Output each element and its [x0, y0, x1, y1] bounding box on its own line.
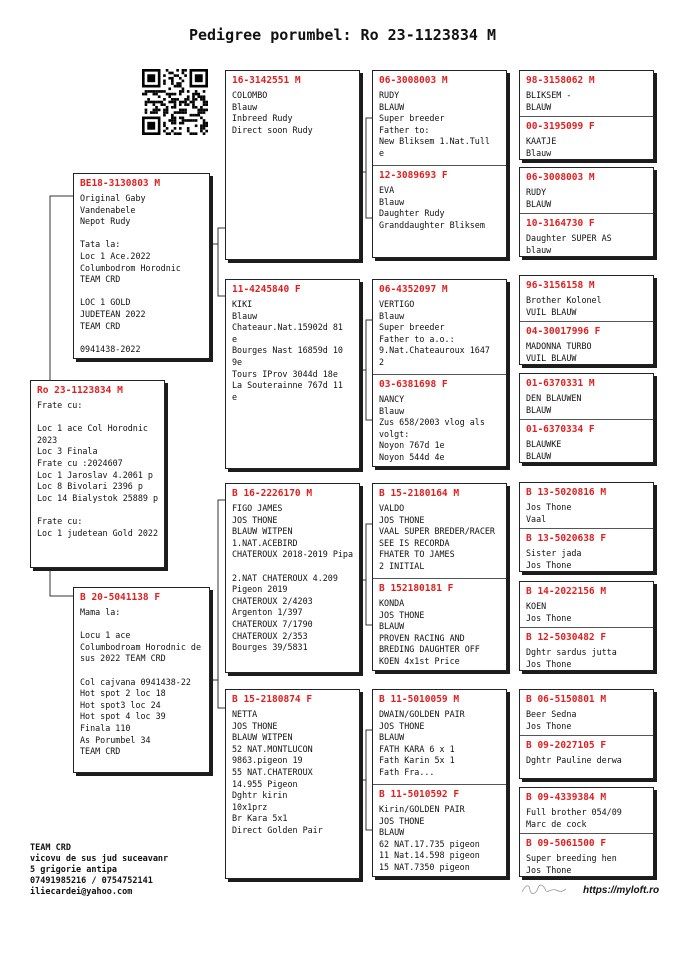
ring-number: B 152180181 F	[379, 583, 454, 594]
ring-number: B 12-5030482 F	[526, 632, 607, 643]
ring-number: B 11-5010592 F	[379, 789, 460, 800]
pigeon-record	[373, 690, 506, 784]
ancestor-box	[519, 689, 654, 779]
ring-number: 01-6370331 M	[526, 378, 595, 389]
pigeon-record	[373, 280, 506, 374]
ring-number: B 09-4339384 M	[526, 792, 607, 803]
pigeon-record	[226, 690, 359, 879]
ring-number: 10-3164730 F	[526, 218, 595, 229]
pigeon-record	[373, 484, 506, 578]
ancestor-box	[519, 581, 654, 671]
ancestor-box	[519, 70, 654, 160]
pigeon-record	[520, 788, 653, 833]
pigeon-details: RUDY BLAUW	[526, 187, 552, 209]
pigeon-details: BLIKSEM - BLAUW	[526, 90, 572, 112]
pigeon-record	[520, 627, 653, 671]
ring-number: B 06-5150801 M	[526, 694, 607, 705]
website-link[interactable]: https://myloft.ro	[583, 885, 660, 896]
pigeon-details: KIKI Blauw Chateaur.Nat.15902d 81 e Bourges Nast 16859d 10 9e Tours IProv 3044d 18e La Souterainne 767d 11 e	[232, 299, 343, 402]
pigeon-record	[74, 588, 209, 773]
pigeon-details: VALDO JOS THONE VAAL SUPER BREDER/RACER SEE IS RECORDA FHATER TO JAMES 2 INITIAL	[379, 503, 495, 571]
pigeon-record	[520, 735, 653, 779]
pigeon-details: BLAUWKE BLAUW	[526, 439, 562, 461]
ring-number: 06-3008003 M	[526, 172, 595, 183]
pigeon-details: KOEN Jos Thone	[526, 601, 572, 623]
pigeon-record	[520, 168, 653, 213]
ring-number: B 09-2027105 F	[526, 740, 607, 751]
pigeon-details: COLOMBO Blauw Inbreed Rudy Direct soon Rudy	[232, 90, 313, 135]
grandparent-box	[225, 483, 360, 673]
ancestor-box	[519, 167, 654, 257]
grandparent-box	[225, 279, 360, 469]
pigeon-record	[520, 213, 653, 257]
ring-number: 03-6381698 F	[379, 379, 448, 390]
ring-number: B 15-2180164 M	[379, 488, 460, 499]
pigeon-details: Daughter SUPER AS blauw	[526, 233, 612, 255]
pigeon-record	[31, 381, 164, 568]
pigeon-record	[373, 578, 506, 671]
pigeon-record	[520, 582, 653, 627]
ring-number: 11-4245840 F	[232, 284, 301, 295]
pigeon-record	[520, 374, 653, 419]
pigeon-record	[520, 71, 653, 116]
ancestor-box	[519, 482, 654, 572]
ring-number: 12-3089693 F	[379, 170, 448, 181]
ring-number: B 20-5041138 F	[80, 592, 161, 603]
ring-number: B 13-5020816 M	[526, 487, 607, 498]
ring-number: 06-3008003 M	[379, 75, 448, 86]
grandparent-box	[225, 689, 360, 879]
pigeon-record	[520, 690, 653, 735]
ring-number: 01-6370334 F	[526, 424, 595, 435]
pigeon-details: Full brother 054/09 Marc de cock	[526, 807, 622, 829]
pigeon-record	[373, 71, 506, 165]
pigeon-details: Brother Kolonel VUIL BLAUW	[526, 295, 602, 317]
pigeon-record	[373, 165, 506, 258]
ring-number: Ro 23-1123834 M	[37, 385, 123, 396]
ancestor-box	[519, 275, 654, 365]
ring-number: B 09-5061500 F	[526, 838, 607, 849]
ring-number: 98-3158062 M	[526, 75, 595, 86]
ring-number: 06-4352097 M	[379, 284, 448, 295]
ring-number: 00-3195099 F	[526, 121, 595, 132]
pigeon-record	[373, 784, 506, 877]
ring-number: B 15-2180874 F	[232, 694, 313, 705]
great-grandparent-box	[372, 70, 507, 258]
pigeon-details: EVA Blauw Daughter Rudy Granddaughter Bliksem	[379, 185, 485, 230]
great-grandparent-box	[372, 689, 507, 877]
pigeon-details: Frate cu: Loc 1 ace Col Horodnic 2023 Loc 3 Finala Frate cu :2024607 Loc 1 Jaroslav 4.2061 p Loc 8 Bivolari 2396 p Loc 14 Bialystok 25889 p Frate cu: Loc 1 judetean Gold 2022	[37, 400, 159, 538]
pigeon-record	[520, 276, 653, 321]
ring-number: 16-3142551 M	[232, 75, 301, 86]
pigeon-record	[520, 419, 653, 463]
pigeon-details: DWAIN/GOLDEN PAIR JOS THONE BLAUW FATH KARA 6 x 1 Fath Karin 5x 1 Fath Fra...	[379, 709, 465, 777]
pigeon-details: Sister jada Jos Thone	[526, 548, 582, 570]
grandparent-box	[225, 70, 360, 260]
pigeon-details: Super breeding hen Jos Thone	[526, 853, 617, 875]
ancestor-box	[519, 787, 654, 877]
subject-box	[30, 380, 165, 568]
pigeon-details: KAATJE Blauw	[526, 136, 557, 158]
pigeon-record	[74, 174, 209, 359]
ring-number: B 13-5020638 F	[526, 533, 607, 544]
pigeon-details: FIGO JAMES JOS THONE BLAUW WITPEN 1.NAT.ACEBIRD CHATEROUX 2018-2019 Pipa 2.NAT CHATEROUX 4.209 Pigeon 2019 CHATEROUX 2/4203 Argenton 1/397 CHATEROUX 7/1790 CHATEROUX 2/353 Bourges 39/5831	[232, 503, 354, 653]
pigeon-details: DEN BLAUWEN BLAUW	[526, 393, 582, 415]
ring-number: B 11-5010059 M	[379, 694, 460, 705]
pigeon-record	[520, 321, 653, 365]
pigeon-details: VERTIGO Blauw Super breeder Father to a.o.: 9.Nat.Chateauroux 1647 2	[379, 299, 490, 367]
pigeon-record	[520, 116, 653, 160]
ring-number: 04-30017996 F	[526, 326, 601, 337]
pigeon-record	[520, 833, 653, 877]
sire-box	[73, 173, 210, 359]
pigeon-details: Mama la: Locu 1 ace Columbodroam Horodnic de sus 2022 TEAM CRD Col cajvana 0941438-22 Hot spot 2 loc 18 Hot spot3 loc 24 Hot spot 4 loc 39 Finala 110 As Porumbel 34 TEAM CRD	[80, 607, 202, 757]
signature	[520, 882, 568, 896]
page-title: Pedigree porumbel: Ro 23-1123834 M	[188, 26, 497, 44]
ring-number: B 14-2022156 M	[526, 586, 607, 597]
breeder-contact: TEAM CRD vicovu de sus jud suceavanr 5 grigorie antipa 07491985216 / 0754752141 iliecardei@yahoo.com	[30, 843, 169, 897]
ring-number: B 16-2226170 M	[232, 488, 313, 499]
pigeon-details: NANCY Blauw Zus 658/2003 vlog als volgt: Noyon 767d 1e Noyon 544d 4e	[379, 394, 485, 462]
ring-number: 96-3156158 M	[526, 280, 595, 291]
pigeon-record	[226, 484, 359, 673]
ancestor-box	[519, 373, 654, 463]
dam-box	[73, 587, 210, 773]
pigeon-details: Jos Thone Vaal	[526, 502, 572, 524]
pigeon-record	[520, 528, 653, 572]
pigeon-details: RUDY BLAUW Super breeder Father to: New Bliksem 1.Nat.Tull e	[379, 90, 490, 158]
pigeon-record	[373, 374, 506, 467]
pigeon-details: Dghtr sardus jutta Jos Thone	[526, 647, 617, 669]
pigeon-details: Kirin/GOLDEN PAIR JOS THONE BLAUW 62 NAT.17.735 pigeon 11 Nat.14.598 pigeon 15 NAT.7350 pigeon	[379, 804, 480, 872]
pigeon-record	[226, 280, 359, 469]
great-grandparent-box	[372, 483, 507, 671]
pigeon-details: KONDA JOS THONE BLAUW PROVEN RACING AND BREDING DAUGHTER OFF KOEN 4x1st Price	[379, 598, 480, 666]
pigeon-details: MADONNA TURBO VUIL BLAUW	[526, 341, 592, 363]
great-grandparent-box	[372, 279, 507, 467]
pigeon-details: NETTA JOS THONE BLAUW WITPEN 52 NAT.MONTLUCON 9863.pigeon 19 55 NAT.CHATEROUX 14.955 Pigeon Dghtr kirin 10x1prz Br Kara 5x1 Direct Golden Pair	[232, 709, 323, 835]
pigeon-record	[226, 71, 359, 260]
pigeon-details: Dghtr Pauline derwa	[526, 755, 622, 765]
pigeon-details: Original Gaby Vandenabele Nepot Rudy Tata la: Loc 1 Ace.2022 Columbodrom Horodnic TEAM CRD LOC 1 GOLD JUDETEAN 2022 TEAM CRD 0941438-2022	[80, 193, 181, 354]
ring-number: BE18-3130803 M	[80, 178, 161, 189]
pigeon-details: Beer Sedna Jos Thone	[526, 709, 577, 731]
pigeon-record	[520, 483, 653, 528]
